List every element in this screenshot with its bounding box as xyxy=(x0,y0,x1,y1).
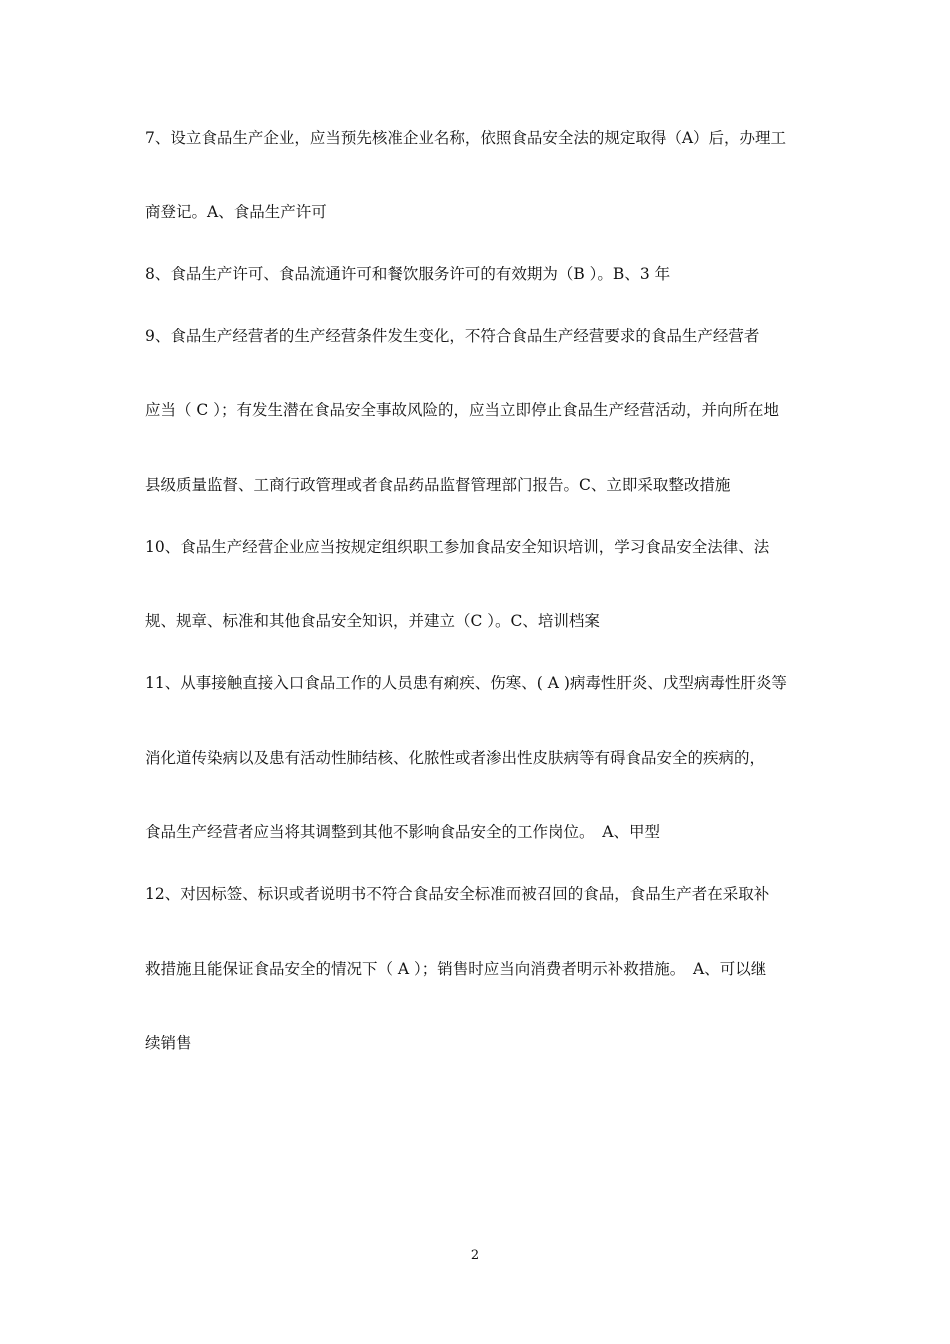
text-line: 救措施且能保证食品安全的情况下（ A ）；销售时应当向消费者明示补救措施。 A、可以继 xyxy=(145,960,767,978)
text-line: 县级质量监督、工商行政管理或者食品药品监督管理部门报告。C、立即采取整改措施 xyxy=(145,476,731,494)
text-line: 7、设立食品生产企业，应当预先核准企业名称，依照食品安全法的规定取得（A）后，办理工 xyxy=(145,129,787,147)
text-line: 12、对因标签、标识或者说明书不符合食品安全标准而被召回的食品，食品生产者在采取补 xyxy=(145,885,770,903)
text-line: 商登记。A、食品生产许可 xyxy=(145,203,327,221)
page-number: 2 xyxy=(470,1248,480,1263)
text-line: 规、规章、标准和其他食品安全知识，并建立（C ）。C、培训档案 xyxy=(145,612,600,630)
text-line: 食品生产经营者应当将其调整到其他不影响食品安全的工作岗位。 A、甲型 xyxy=(145,823,660,841)
text-line: 续销售 xyxy=(145,1034,192,1052)
text-line: 11、从事接触直接入口食品工作的人员患有痢疾、伤寒、( A )病毒性肝炎、戊型病毒性肝炎等 xyxy=(145,674,787,692)
text-line: 10、食品生产经营企业应当按规定组织职工参加食品安全知识培训，学习食品安全法律、法 xyxy=(145,538,770,556)
text-line: 9、食品生产经营者的生产经营条件发生变化，不符合食品生产经营要求的食品生产经营者 xyxy=(145,327,760,345)
text-line: 消化道传染病以及患有活动性肺结核、化脓性或者渗出性皮肤病等有碍食品安全的疾病的， xyxy=(145,749,766,767)
text-line: 应当（ C ）；有发生潜在食品安全事故风险的，应当立即停止食品生产经营活动，并向所在地 xyxy=(145,401,779,419)
text-line: 8、食品生产许可、食品流通许可和餐饮服务许可的有效期为（B ）。B、3 年 xyxy=(145,265,671,283)
